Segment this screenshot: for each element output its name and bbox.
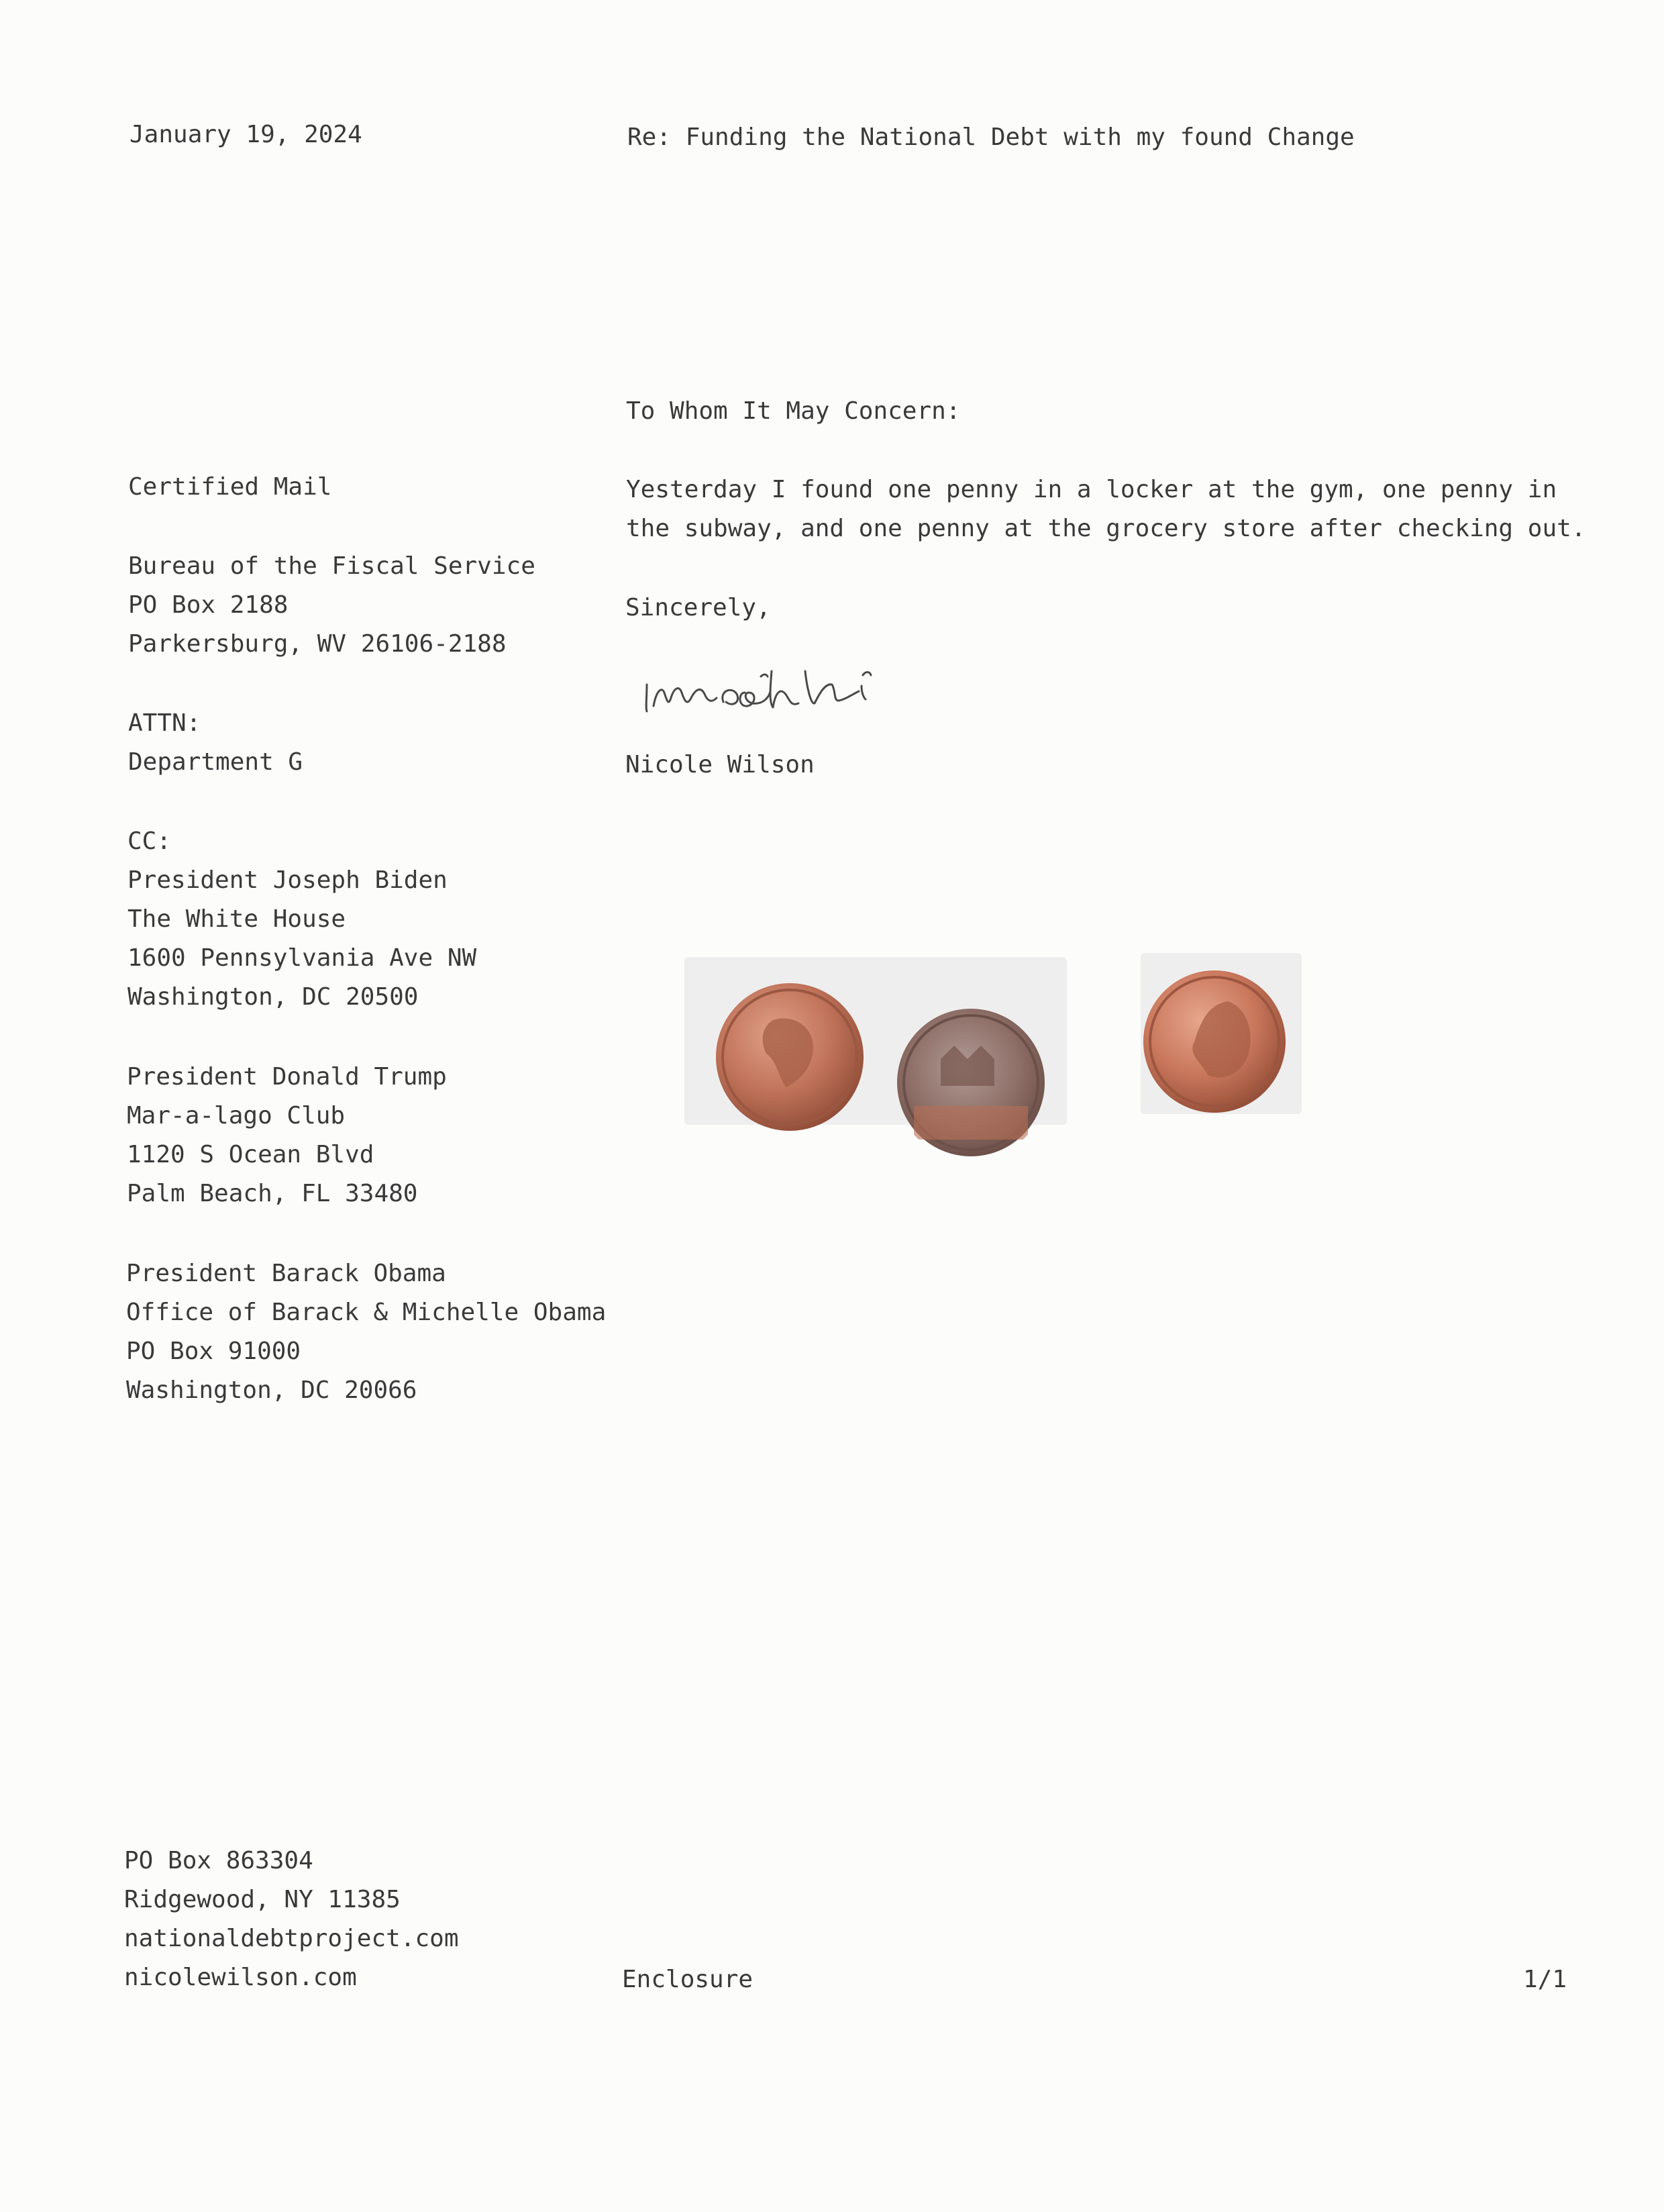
penny-coin-2 bbox=[894, 1005, 1048, 1160]
cc-3-org: Office of Barack & Michelle Obama bbox=[126, 1299, 607, 1326]
recipient-name: Bureau of the Fiscal Service bbox=[128, 552, 535, 580]
delivery-method: Certified Mail bbox=[128, 473, 332, 501]
subject-line: Re: Funding the National Debt with my found Change bbox=[627, 123, 1355, 151]
website-link-personal[interactable]: nicolewilson.com bbox=[124, 1964, 357, 1991]
penny-coin-3 bbox=[1141, 968, 1288, 1115]
cc-block bbox=[127, 822, 476, 1017]
closing: Sincerely, bbox=[625, 594, 771, 621]
cc-3-city: Washington, DC 20066 bbox=[126, 1376, 417, 1404]
enclosed-coins bbox=[684, 953, 1302, 1174]
signer-name: Nicole Wilson bbox=[625, 751, 815, 778]
cc-2-name: President Donald Trump bbox=[127, 1063, 447, 1091]
cc-2-city: Palm Beach, FL 33480 bbox=[127, 1180, 418, 1207]
cc-block-3 bbox=[126, 1254, 606, 1410]
recipient-city: Parkersburg, WV 26106-2188 bbox=[128, 630, 507, 658]
handwritten-signature bbox=[637, 644, 953, 721]
cc-1-city: Washington, DC 20500 bbox=[127, 983, 419, 1011]
cc-2-org: Mar-a-lago Club bbox=[127, 1102, 346, 1129]
body-line-1: Yesterday I found one penny in a locker at the gym, one penny in bbox=[626, 476, 1557, 503]
attn-label: ATTN: bbox=[128, 709, 201, 737]
recipient-address bbox=[128, 547, 535, 664]
enclosure-label: Enclosure bbox=[622, 1966, 753, 1993]
cc-3-street: PO Box 91000 bbox=[126, 1338, 301, 1365]
sender-city: Ridgewood, NY 11385 bbox=[124, 1886, 401, 1913]
sender-address bbox=[124, 1842, 459, 1997]
cc-label: CC: bbox=[127, 827, 172, 855]
penny-coin-1 bbox=[713, 980, 867, 1134]
cc-2-street: 1120 S Ocean Blvd bbox=[127, 1141, 374, 1168]
cc-3-name: President Barack Obama bbox=[126, 1260, 446, 1287]
cc-1-org: The White House bbox=[127, 905, 346, 933]
page-number: 1/1 bbox=[1523, 1966, 1567, 1993]
cc-1-street: 1600 Pennsylvania Ave NW bbox=[127, 944, 477, 972]
cc-block-2 bbox=[127, 1058, 447, 1213]
attention-block bbox=[128, 704, 303, 782]
salutation: To Whom It May Concern: bbox=[626, 397, 961, 425]
sender-pobox: PO Box 863304 bbox=[124, 1847, 313, 1874]
attn-department: Department G bbox=[128, 748, 303, 776]
website-link-project[interactable]: nationaldebtproject.com bbox=[124, 1925, 459, 1952]
recipient-pobox: PO Box 2188 bbox=[128, 591, 289, 619]
letter-date: January 19, 2024 bbox=[129, 121, 362, 148]
body-line-2: the subway, and one penny at the grocery store after checking out. bbox=[626, 515, 1586, 542]
cc-1-name: President Joseph Biden bbox=[127, 866, 448, 894]
letter-body bbox=[626, 470, 1585, 548]
